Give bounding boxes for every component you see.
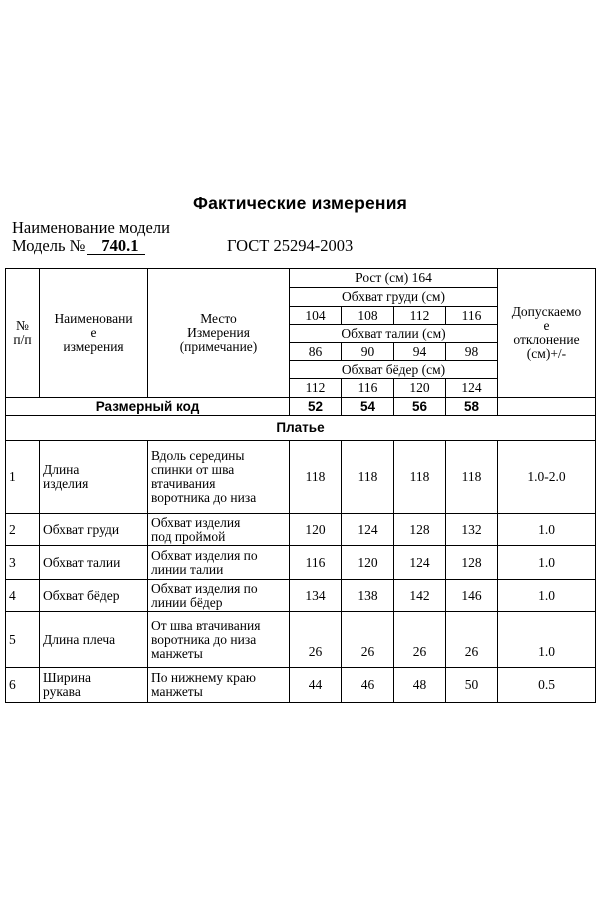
row-value: 118 — [342, 441, 394, 514]
row-number: 3 — [6, 546, 40, 580]
row-tolerance: 1.0 — [498, 612, 596, 668]
table-row — [6, 514, 596, 546]
row-tolerance: 1.0-2.0 — [498, 441, 596, 514]
row-name: Обхват груди — [40, 514, 148, 546]
row-value: 44 — [290, 668, 342, 703]
size-code: 52 — [290, 398, 342, 416]
row-name: Ширина рукава — [40, 668, 148, 703]
waist-value: 86 — [290, 343, 342, 361]
row-value: 146 — [446, 580, 498, 612]
row-number: 5 — [6, 612, 40, 668]
waist-value: 98 — [446, 343, 498, 361]
row-value: 48 — [394, 668, 446, 703]
row-tolerance: 1.0 — [498, 580, 596, 612]
row-value: 46 — [342, 668, 394, 703]
row-name: Длина изделия — [40, 441, 148, 514]
row-value: 26 — [290, 612, 342, 668]
model-number-line — [12, 236, 145, 256]
model-number-label: Модель № — [12, 236, 86, 255]
section-label: Платье — [6, 416, 596, 441]
row-value: 142 — [394, 580, 446, 612]
row-value: 128 — [446, 546, 498, 580]
row-description: От шва втачивания воротника до низа манжеты — [148, 612, 290, 668]
col-header-number: № п/п — [6, 269, 40, 398]
model-number: 740.1 — [87, 237, 144, 255]
row-number: 2 — [6, 514, 40, 546]
size-code: 58 — [446, 398, 498, 416]
col-header-tolerance: Допускаемо е отклонение (см)+/- — [498, 269, 596, 398]
waist-value: 90 — [342, 343, 394, 361]
row-name: Обхват талии — [40, 546, 148, 580]
col-header-name: Наименовани е измерения — [40, 269, 148, 398]
chest-value: 104 — [290, 307, 342, 325]
row-value: 132 — [446, 514, 498, 546]
row-description: Вдоль середины спинки от шва втачивания воротника до низа — [148, 441, 290, 514]
row-value: 120 — [342, 546, 394, 580]
waist-value: 94 — [394, 343, 446, 361]
row-value: 118 — [446, 441, 498, 514]
chest-value: 108 — [342, 307, 394, 325]
row-value: 26 — [446, 612, 498, 668]
col-header-place: Место Измерения (примечание) — [148, 269, 290, 398]
row-name: Обхват бёдер — [40, 580, 148, 612]
row-value: 50 — [446, 668, 498, 703]
size-code: 54 — [342, 398, 394, 416]
table-row — [6, 612, 596, 668]
hips-label: Обхват бёдер (см) — [290, 361, 498, 379]
row-name: Длина плеча — [40, 612, 148, 668]
table-row — [6, 668, 596, 703]
row-value: 26 — [394, 612, 446, 668]
page-title: Фактические измерения — [192, 193, 408, 213]
row-value: 134 — [290, 580, 342, 612]
row-value: 116 — [290, 546, 342, 580]
row-number: 4 — [6, 580, 40, 612]
table-row — [6, 580, 596, 612]
chest-value: 116 — [446, 307, 498, 325]
row-value: 124 — [394, 546, 446, 580]
row-tolerance: 1.0 — [498, 514, 596, 546]
size-code-label: Размерный код — [6, 398, 290, 416]
row-description: Обхват изделия по линии талии — [148, 546, 290, 580]
hips-value: 116 — [342, 379, 394, 398]
table-row — [6, 441, 596, 514]
row-description: По нижнему краю манжеты — [148, 668, 290, 703]
row-number: 6 — [6, 668, 40, 703]
size-code-empty — [498, 398, 596, 416]
hips-value: 112 — [290, 379, 342, 398]
row-tolerance: 0.5 — [498, 668, 596, 703]
measurements-table — [5, 268, 596, 703]
row-tolerance: 1.0 — [498, 546, 596, 580]
row-value: 118 — [394, 441, 446, 514]
row-value: 26 — [342, 612, 394, 668]
model-name-label: Наименование модели — [12, 218, 170, 237]
row-value: 138 — [342, 580, 394, 612]
standard-label: ГОСТ 25294-2003 — [227, 236, 354, 255]
row-value: 128 — [394, 514, 446, 546]
size-code: 56 — [394, 398, 446, 416]
height-label: Рост (см) 164 — [290, 269, 498, 288]
row-number: 1 — [6, 441, 40, 514]
waist-label: Обхват талии (см) — [290, 325, 498, 343]
row-description: Обхват изделия под проймой — [148, 514, 290, 546]
hips-value: 120 — [394, 379, 446, 398]
hips-value: 124 — [446, 379, 498, 398]
row-value: 124 — [342, 514, 394, 546]
table-row — [6, 546, 596, 580]
chest-value: 112 — [394, 307, 446, 325]
chest-label: Обхват груди (см) — [290, 288, 498, 307]
row-description: Обхват изделия по линии бёдер — [148, 580, 290, 612]
row-value: 118 — [290, 441, 342, 514]
row-value: 120 — [290, 514, 342, 546]
